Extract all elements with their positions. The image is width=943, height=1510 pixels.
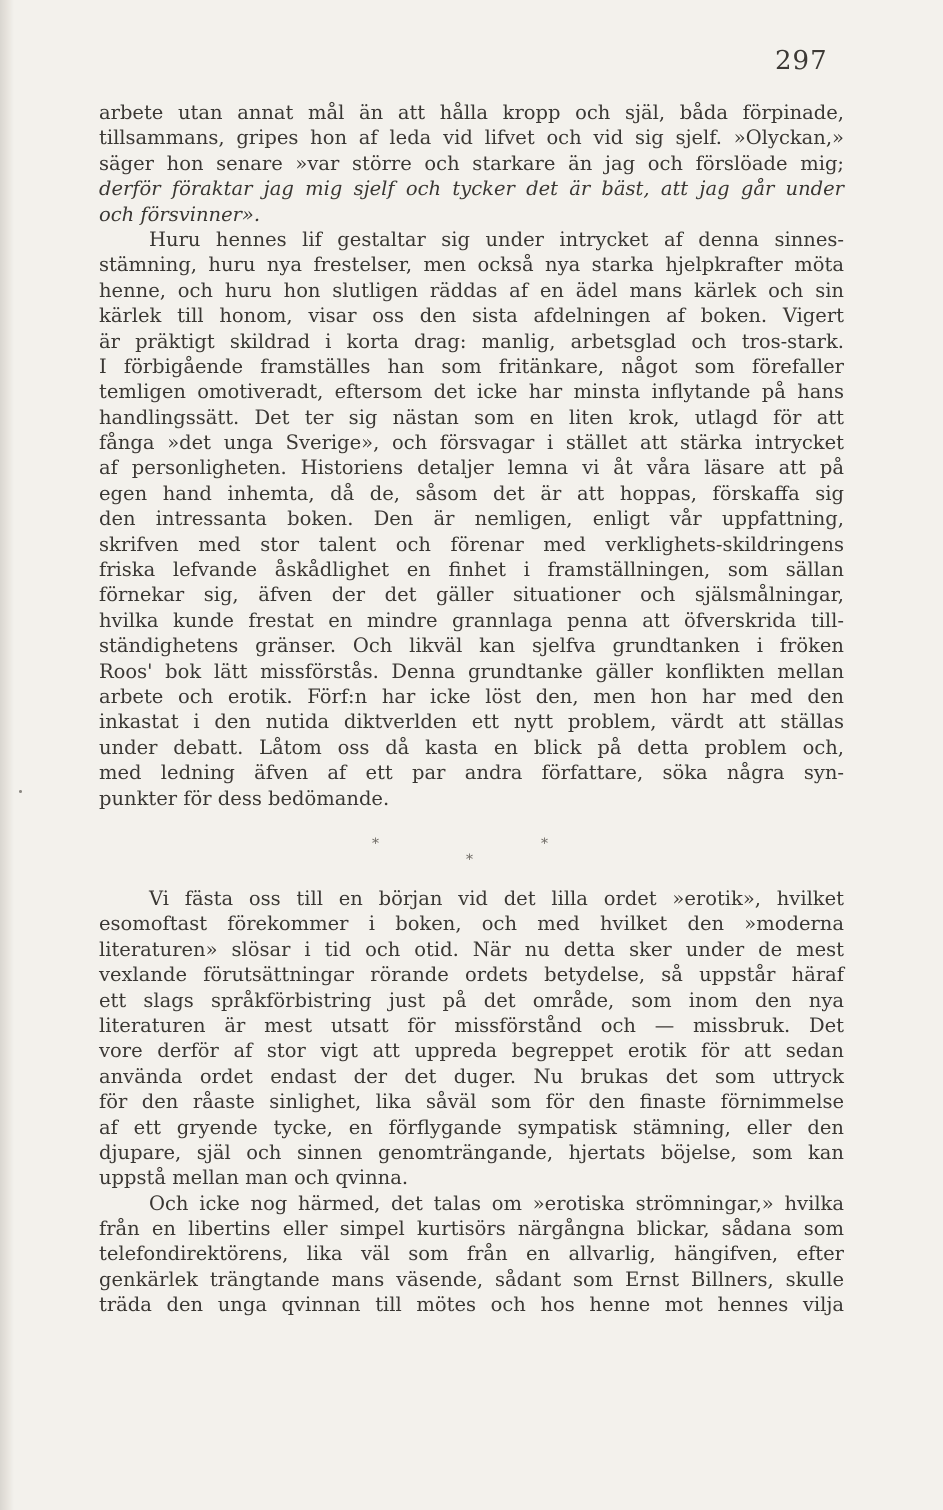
text-line: är präktigt skildrad i korta drag: manlig, arbetsglad och tros-stark.: [99, 329, 844, 353]
text-line: af ett gryende tycke, en förflygande sympatisk stämning, eller den: [99, 1115, 844, 1139]
text-line: förnekar sig, äfven der det gäller situationer och själsmålningar,: [99, 583, 844, 607]
text-line: arbete och erotik. Förf:n har icke löst den, men hon har med den: [99, 684, 844, 708]
text-line: henne, och huru hon slutligen räddas af en ädel mans kärlek och sin: [99, 278, 844, 302]
text-line-paragraph-start: Och icke nog härmed, det talas om »erotiska strömningar,» hvilka: [149, 1191, 844, 1215]
text-block-upper: [99, 100, 844, 811]
text-line: friska lefvande åskådlighet en finhet i framställningen, som sällan: [99, 558, 844, 582]
text-line: vexlande förutsättningar rörande ordets betydelse, så uppstår häraf: [99, 963, 844, 987]
text-line: Roos' bok lätt missförstås. Denna grundtanke gäller konflikten mellan: [99, 659, 844, 683]
text-line: vore derför af stor vigt att uppreda begreppet erotik för att sedan: [99, 1039, 844, 1063]
text-line-italic: derför föraktar jag mig sjelf och tycker det är bäst, att jag går under: [99, 177, 844, 201]
text-line: från en libertins eller simpel kurtisörs närgångna blickar, sådana som: [99, 1217, 844, 1241]
separator-asterisk: *: [541, 836, 548, 852]
text-line: esomoftast förekommer i boken, och med hvilket den »moderna: [99, 912, 844, 936]
text-line: med ledning äfven af ett par andra författare, söka några syn-: [99, 761, 844, 785]
text-line: literaturen är mest utsatt för missförstånd och — missbruk. Det: [99, 1013, 844, 1037]
text-line: den intressanta boken. Den är nemligen, enligt vår uppfattning,: [99, 507, 844, 531]
text-line: uppstå mellan man och qvinna.: [99, 1166, 409, 1190]
text-line: hvilka kunde frestat en mindre grannlaga penna att öfverskrida till-: [99, 608, 844, 632]
text-line-paragraph-start: Huru hennes lif gestaltar sig under intrycket af denna sinnes-: [149, 227, 844, 251]
text-line: literaturen» slösar i tid och otid. När nu detta sker under de mest: [99, 937, 844, 961]
text-line: temligen omotiveradt, eftersom det icke har minsta inflytande på hans: [99, 380, 844, 404]
page-number: 297: [775, 46, 828, 76]
text-line: träda den unga qvinnan till mötes och hos henne mot hennes vilja: [99, 1293, 844, 1317]
text-block-lower: [99, 886, 844, 1318]
text-line: handlingssätt. Det ter sig nästan som en liten krok, utlagd för att: [99, 405, 844, 429]
text-line-italic: och försvinner».: [99, 202, 261, 226]
separator-asterisk: *: [372, 836, 379, 852]
text-line: kärlek till honom, visar oss den sista afdelningen af boken. Vigert: [99, 304, 844, 328]
text-line: använda ordet endast der det duger. Nu brukas det som uttryck: [99, 1064, 844, 1088]
text-line: fånga »det unga Sverige», och försvagar i stället att stärka intrycket: [99, 431, 844, 455]
text-line: I förbigående framställes han som fritänkare, något som förefaller: [99, 354, 844, 378]
text-line: telefondirektörens, lika väl som från en allvarlig, hängifven, efter: [99, 1242, 844, 1266]
text-line: djupare, själ och sinnen genomträngande, hjertats böjelse, som kan: [99, 1140, 844, 1164]
text-line: ett slags språkförbistring just på det område, som inom den nya: [99, 988, 844, 1012]
text-line: inkastat i den nutida diktverlden ett nytt problem, värdt att ställas: [99, 710, 844, 734]
text-line: säger hon senare »var större och starkare än jag och förslöade mig;: [99, 151, 844, 175]
text-line: arbete utan annat mål än att hålla kropp och själ, båda förpinade,: [99, 101, 844, 124]
text-line: af personligheten. Historiens detaljer lemna vi åt våra läsare att på: [99, 456, 844, 480]
text-line: för den råaste sinlighet, lika såväl som för den finaste förnimmelse: [99, 1090, 844, 1114]
text-line-paragraph-start: Vi fästa oss till en början vid det lilla ordet »erotik», hvilket: [149, 887, 844, 910]
text-line: punkter för dess bedömande.: [99, 786, 390, 810]
separator-asterisk: *: [466, 852, 473, 868]
text-line: tillsammans, gripes hon af leda vid lifvet och vid sig sjelf. »Olyckan,»: [99, 126, 844, 150]
text-line: skrifven med stor talent och förenar med verklighets-skildringens: [99, 532, 844, 556]
text-line: under debatt. Låtom oss då kasta en blick på detta problem och,: [99, 735, 844, 759]
text-line: genkärlek trängtande mans väsende, sådant som Ernst Billners, skulle: [99, 1267, 844, 1291]
text-line: ständighetens gränser. Och likväl kan sjelfva grundtanken i fröken: [99, 634, 844, 658]
text-line: egen hand inhemta, då de, såsom det är att hoppas, förskaffa sig: [99, 481, 844, 505]
text-line: stämning, huru nya frestelser, men också nya starka hjelpkrafter möta: [99, 253, 844, 277]
